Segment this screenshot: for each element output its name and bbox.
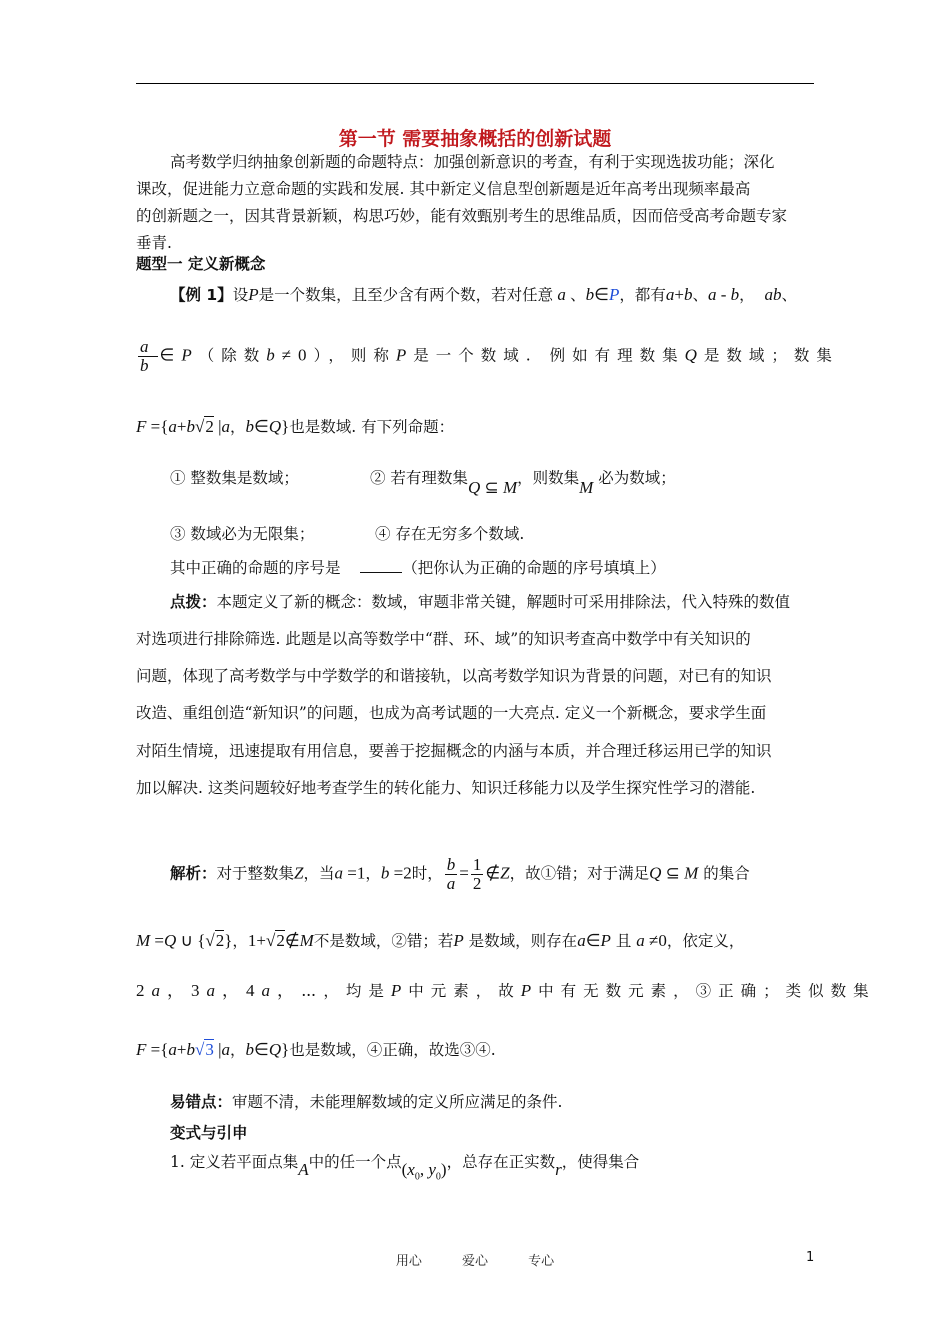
proposition-4: ④ 存在无穷多个数域. (375, 525, 525, 543)
pitfall-line: 易错点：审题不清，未能理解数域的定义所应满足的条件. (170, 1093, 563, 1111)
hint-line-2: 对选项进行排除筛选. 此题是以高等数学中“群、环、域”的知识考查高中数学中有关知识的 (136, 630, 751, 648)
section-heading: 题型一 定义新概念 (136, 255, 266, 273)
proposition-2: ② 若有理数集Q ⊆ M，则数集M 必为数域； (370, 469, 676, 497)
footer-item: 专心 (528, 1254, 555, 1269)
hint-line-4: 改造、重组创造“新知识”的问题，也成为高考试题的一大亮点. 定义一个新概念，要求学生面 (136, 704, 767, 722)
hint-line-6: 加以解决. 这类问题较好地考查学生的转化能力、知识迁移能力以及学生探究性学习的潜能. (136, 779, 756, 797)
variant-line-1: 1. 定义若平面点集A中的任一个点($x_0$, $y_0$)，总存在正实数r，使得集合 (170, 1153, 640, 1183)
pitfall-label: 易错点： (170, 1093, 233, 1111)
page-number: 1 (806, 1250, 815, 1265)
intro-line-4: 垂青. (136, 234, 172, 252)
solution-line-3: 2a，3a，4a，⋯，均是P中元素，故P中有无数元素，③正确；类似数集 (136, 981, 876, 1000)
solution-line-4: F ={a+b√3 |a，b∈Q}也是数域，④正确，故选③④. (136, 1040, 496, 1059)
hint-line-1: 点拨：本题定义了新的概念：数域，审题非常关键，解题时可采用排除法，代入特殊的数值 (170, 593, 791, 611)
footer-item: 爱心 (461, 1254, 488, 1269)
page-title: 第一节 需要抽象概括的创新试题 (338, 128, 612, 150)
hint-line-5: 对陌生情境，迅速提取有用信息，要善于挖掘概念的内涵与本质，并合理迁移运用已学的知识 (136, 742, 772, 760)
solution-line-1: 解析：对于整数集Z，当a =1，b =2时， $\frac{b}{a}$ = $\frac{1}{2}$ ∉Z，故①错；对于满足Q ⊆ M 的集合 (170, 855, 750, 893)
answer-blank (360, 558, 402, 573)
hint-label: 点拨： (170, 593, 217, 611)
fraction-a-over-b: $\frac{a}{b}$ (140, 337, 156, 375)
question-line: 其中正确的命题的序号是 （把你认为正确的命题的序号填填上） (170, 559, 666, 577)
solution-line-2: M =Q ∪ {√2}，1+√2∉M不是数域，②错；若P 是数域，则存在a∈P 且 a ≠0，依定义， (136, 931, 745, 950)
intro-line-3: 的创新题之一，因其背景新颖，构思巧妙，能有效甄别考生的思维品质，因而倍受高考命题专家 (136, 207, 788, 225)
example-line-2: $\frac{a}{b}$ ∈P（除数b≠0），则称P是一个数域. 例如有理数集Q是数域；数集 (140, 337, 839, 375)
header-rule (136, 83, 814, 84)
variant-heading: 变式与引申 (170, 1124, 248, 1142)
example-line-3: F ={a+b√2 |a，b∈Q}也是数域. 有下列命题： (136, 417, 455, 436)
intro-line-2: 课改，促进能力立意命题的实践和发展. 其中新定义信息型创新题是近年高考出现频率最高 (136, 180, 751, 198)
hint-line-3: 问题，体现了高考数学与中学数学的和谐接轨，以高考数学知识为背景的问题，对已有的知识 (136, 667, 772, 685)
example-line-1: 【例 1】设P是一个数集，且至少含有两个数，若对任意 a 、b∈P，都有a+b、a - b， ab、 (170, 285, 797, 304)
example-label: 【例 1】 (170, 286, 233, 304)
proposition-1: ① 整数集是数域； (170, 469, 299, 487)
solution-label: 解析： (170, 864, 217, 883)
footer-item: 用心 (395, 1254, 422, 1269)
proposition-3: ③ 数域必为无限集； (170, 525, 315, 543)
intro-line-1: 高考数学归纳抽象创新题的命题特点：加强创新意识的考查，有利于实现选拔功能；深化 (170, 153, 775, 171)
